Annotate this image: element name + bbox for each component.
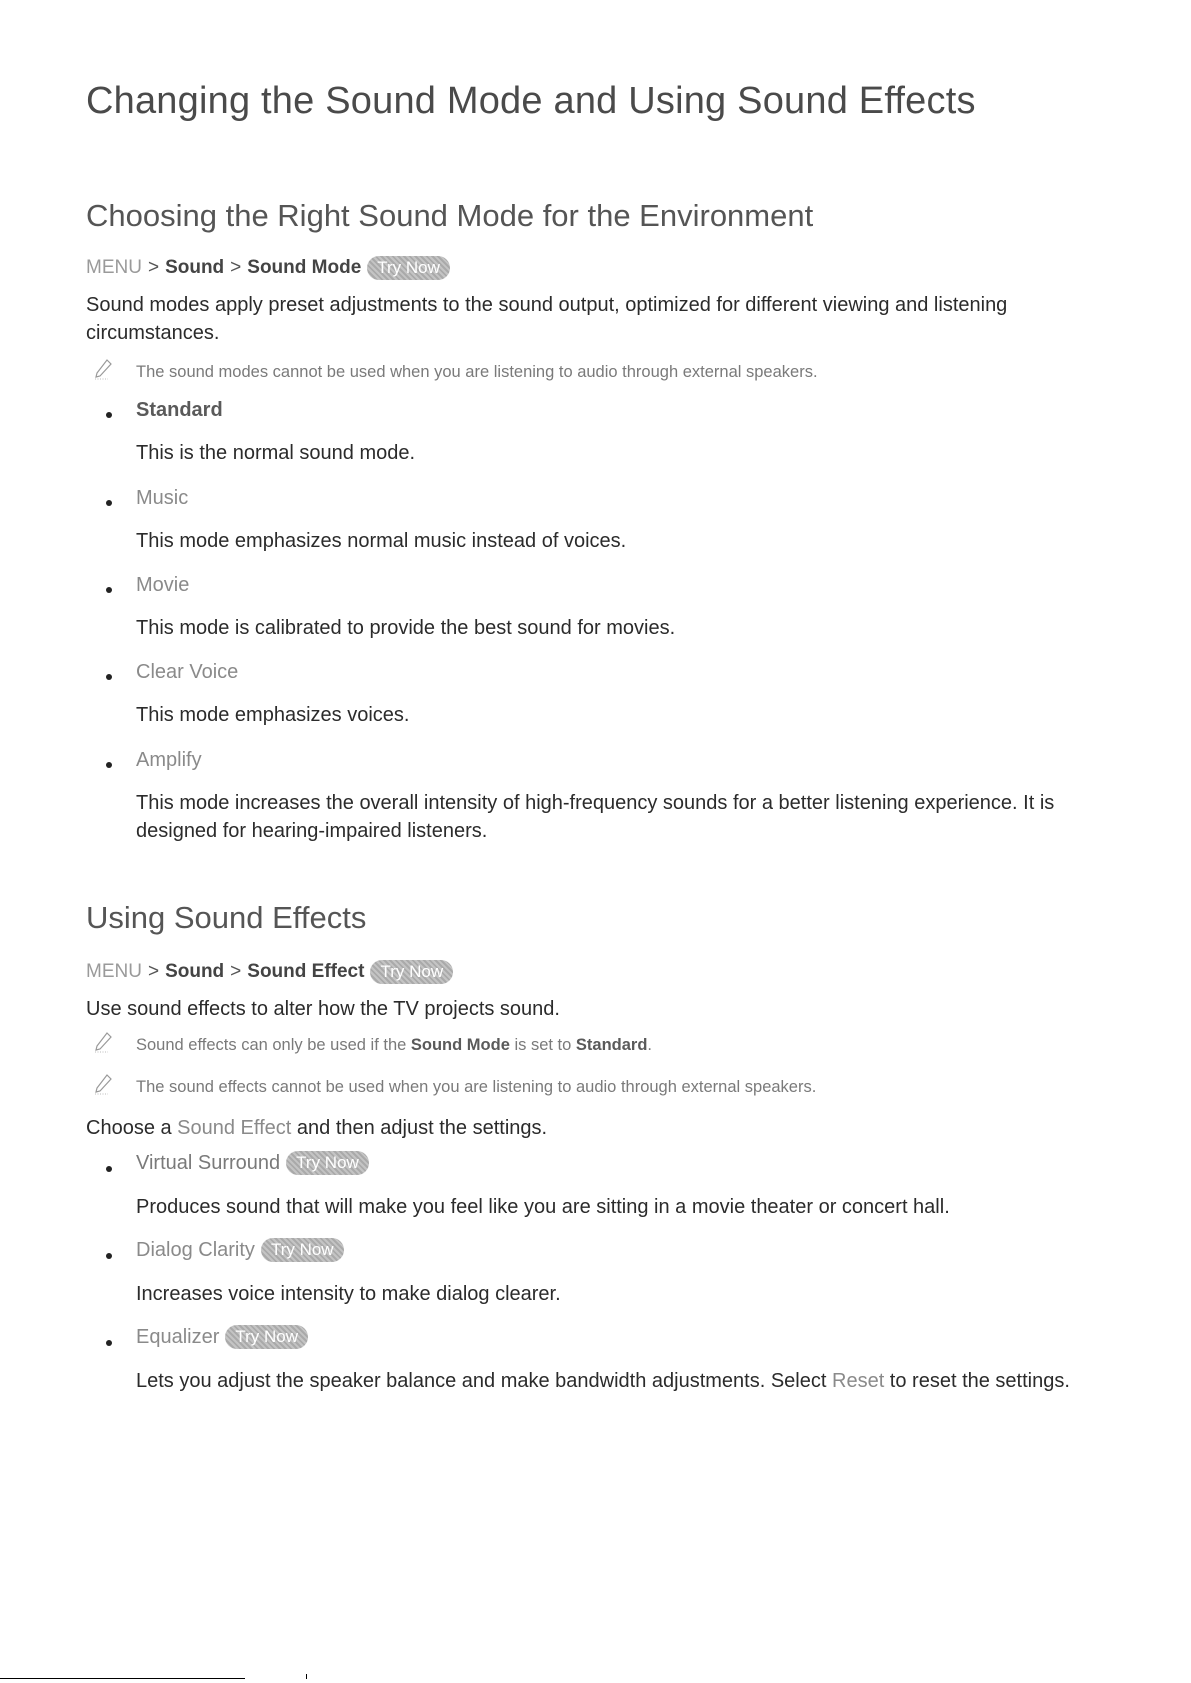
item-title-clear-voice: Clear Voice: [136, 661, 239, 683]
note-text-part: .: [647, 1036, 653, 1054]
item-label: Virtual Surround: [136, 1151, 281, 1174]
item-desc-dialog-clarity: Increases voice intensity to make dialog clearer.: [136, 1283, 561, 1305]
menu-path-sound-mode: [86, 256, 450, 280]
note-text-part: is set to: [509, 1036, 576, 1054]
pencil-icon: [94, 1074, 112, 1096]
item-title-equalizer: [136, 1325, 308, 1349]
footer-rule: [0, 1678, 245, 1679]
menu-label: MENU: [86, 961, 142, 982]
try-now-button[interactable]: Try Now: [286, 1151, 369, 1175]
bullet: [106, 412, 112, 418]
item-desc-virtual-surround: Produces sound that will make you feel like you are sitting in a movie theater or concert hall.: [136, 1196, 950, 1218]
item-title-movie: Movie: [136, 574, 190, 596]
bullet: [106, 500, 112, 506]
path-item-sound: Sound: [165, 961, 225, 982]
try-now-button[interactable]: Try Now: [367, 256, 450, 280]
item-desc-clear-voice: This mode emphasizes voices.: [136, 704, 410, 726]
item-title-amplify: Amplify: [136, 749, 202, 771]
path-item-sound-effect: Sound Effect: [247, 961, 365, 982]
note-text: [136, 1036, 652, 1055]
pencil-icon: [94, 1032, 112, 1054]
path-separator: >: [147, 257, 160, 278]
menu-label: MENU: [86, 257, 142, 278]
item-desc-amplify: This mode increases the overall intensity of high-frequency sounds for a better listening experience. It is designed for hearing-impaired listeners.: [136, 792, 1055, 842]
note-term-sound-mode: Sound Mode: [410, 1036, 510, 1054]
item-title-virtual-surround: [136, 1151, 369, 1175]
item-title-dialog-clarity: [136, 1238, 344, 1262]
try-now-button[interactable]: Try Now: [370, 960, 453, 984]
path-separator: >: [230, 961, 242, 982]
choose-text-part: Choose a: [86, 1117, 178, 1139]
item-desc-standard: This is the normal sound mode.: [136, 442, 416, 464]
desc-text-part: Lets you adjust the speaker balance and make bandwidth adjustments. Select: [136, 1370, 832, 1392]
item-desc-music: This mode emphasizes normal music instead of voices.: [136, 530, 627, 552]
note-text-part: Sound effects can only be used if the: [136, 1036, 411, 1054]
bullet: [106, 1253, 112, 1259]
desc-text-part: to reset the settings.: [884, 1370, 1070, 1392]
note-text: The sound modes cannot be used when you are listening to audio through external speakers.: [136, 363, 818, 381]
item-desc-equalizer: [136, 1367, 1096, 1395]
path-separator: >: [230, 257, 242, 278]
item-label: Equalizer: [136, 1325, 220, 1348]
desc-term-reset: Reset: [832, 1370, 885, 1392]
footer-mark: [306, 1674, 307, 1679]
item-title-music: Music: [136, 487, 189, 509]
bullet: [106, 762, 112, 768]
bullet: [106, 674, 112, 680]
bullet: [106, 1166, 112, 1172]
try-now-button[interactable]: Try Now: [225, 1325, 308, 1349]
choose-text-part: and then adjust the settings.: [291, 1117, 548, 1139]
pencil-icon: [94, 359, 112, 381]
page-title: Changing the Sound Mode and Using Sound Effects: [86, 80, 976, 122]
path-item-sound: Sound: [165, 257, 225, 278]
choose-text: [86, 1114, 1086, 1142]
path-separator: >: [147, 961, 160, 982]
note-term-standard: Standard: [575, 1036, 648, 1054]
menu-path-sound-effect: [86, 960, 453, 984]
path-item-sound-mode: Sound Mode: [247, 257, 362, 278]
bullet: [106, 1340, 112, 1346]
try-now-button[interactable]: Try Now: [261, 1238, 344, 1262]
note-text: The sound effects cannot be used when you are listening to audio through external speakers.: [136, 1078, 817, 1096]
bullet: [106, 587, 112, 593]
section-heading-sound-effects: Using Sound Effects: [86, 900, 367, 935]
item-title-standard: Standard: [136, 399, 223, 421]
intro-text: Sound modes apply preset adjustments to the sound output, optimized for different viewing and listening circumstances.: [86, 294, 1008, 344]
choose-term-sound-effect: Sound Effect: [177, 1117, 292, 1139]
item-desc-movie: This mode is calibrated to provide the best sound for movies.: [136, 617, 676, 639]
item-label: Dialog Clarity: [136, 1238, 255, 1261]
section-heading-sound-mode: Choosing the Right Sound Mode for the Environment: [86, 198, 814, 233]
intro-text: Use sound effects to alter how the TV projects sound.: [86, 998, 560, 1020]
